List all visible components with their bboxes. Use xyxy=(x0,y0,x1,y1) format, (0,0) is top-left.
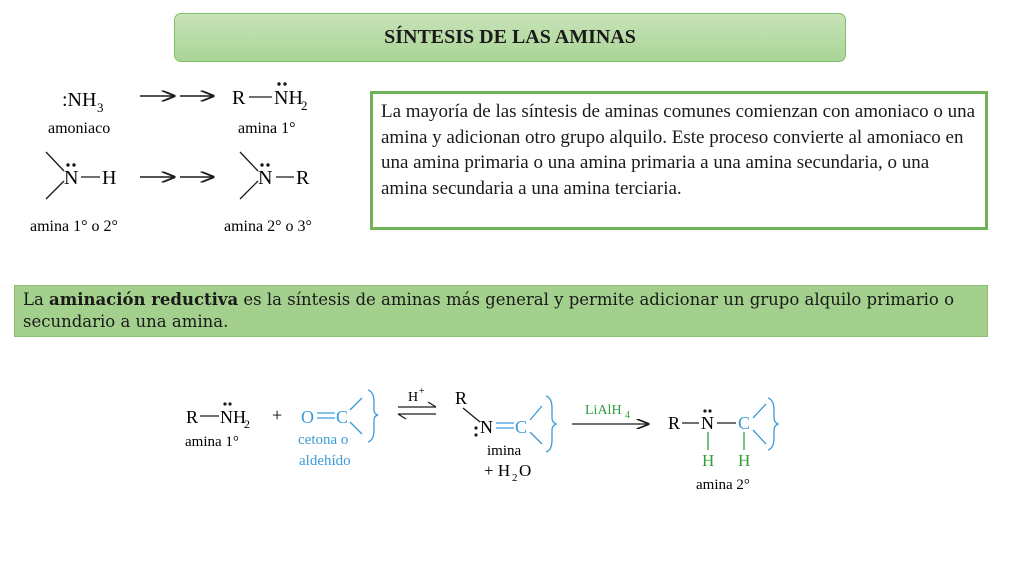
reagent-sub: 4 xyxy=(625,410,630,421)
equilibrium-arrows xyxy=(398,386,436,419)
product-label: amina 2° xyxy=(696,477,750,493)
amine1-label: amina 1° xyxy=(238,120,296,137)
carbonyl-label-2: aldehído xyxy=(299,453,351,469)
carbonyl-label-1: cetona o xyxy=(298,432,349,448)
amine-1-2-structure xyxy=(30,152,118,235)
bottom-amine-label: amina 1° xyxy=(185,434,239,450)
water-o: O xyxy=(519,461,532,480)
row2-left-n: N xyxy=(64,167,79,189)
carbonyl-o: O xyxy=(301,407,314,427)
note-suffix: es la síntesis de aminas más general y permite adicionar un grupo alquilo primario o secundario a una amina. xyxy=(23,290,955,331)
product-r: R xyxy=(668,413,681,433)
imine-structure xyxy=(455,388,556,484)
amine1-subscript: 2 xyxy=(301,98,308,113)
bottom-amine-sub: 2 xyxy=(244,417,250,431)
product-n: N xyxy=(701,413,714,433)
row2-left-h: H xyxy=(102,167,117,189)
imine-c: C xyxy=(515,417,528,437)
imine-r: R xyxy=(455,388,468,408)
page-title: SÍNTESIS DE LAS AMINAS xyxy=(174,13,846,62)
imine-n: N xyxy=(480,417,493,437)
row2-right-label: amina 2° o 3° xyxy=(224,218,312,235)
plus-sign: + xyxy=(272,405,283,425)
row2-right-n: N xyxy=(258,167,273,189)
imine-label: imina xyxy=(487,443,522,459)
carbonyl-c: C xyxy=(336,407,349,427)
amine1-r: R xyxy=(232,87,246,109)
product-h1: H xyxy=(702,451,715,470)
carbonyl-structure xyxy=(298,390,378,469)
description-text: La mayoría de las síntesis de aminas comunes comienzan con amoniaco o una amina y adicionan otro grupo alquilo. Este proceso convierte al amoniaco en una amina primaria o una amina primaria a una amina secundaria, o una amina secundaria a una amina terciaria. xyxy=(381,101,976,199)
ammonia-label: amoniaco xyxy=(48,120,111,137)
water-sub: 2 xyxy=(512,472,518,484)
acid-plus: + xyxy=(419,386,425,397)
primary-amine-structure xyxy=(232,82,308,137)
amine1-n: NH xyxy=(274,87,303,109)
ammonia-formula: :NH xyxy=(62,89,97,111)
product-h2: H xyxy=(738,451,751,470)
bottom-amine-n: NH xyxy=(220,407,246,427)
reduction-arrow xyxy=(572,403,648,424)
ammonia-subscript: 3 xyxy=(97,100,104,115)
row2-left-label: amina 1° o 2° xyxy=(30,218,118,235)
bottom-amine-r: R xyxy=(186,407,199,427)
reactant-amine xyxy=(185,402,250,450)
note-prefix: La xyxy=(23,290,50,309)
row2-right-r: R xyxy=(296,167,310,189)
water-prefix: + H xyxy=(484,461,511,480)
note-bold-term: aminación reductiva xyxy=(49,290,239,309)
product-c: C xyxy=(738,413,751,433)
reagent: LiAlH xyxy=(585,403,622,418)
ammonia-structure xyxy=(48,89,110,137)
product-amine xyxy=(668,398,778,493)
acid-h: H xyxy=(408,390,419,405)
amine-2-3-structure xyxy=(224,152,312,235)
